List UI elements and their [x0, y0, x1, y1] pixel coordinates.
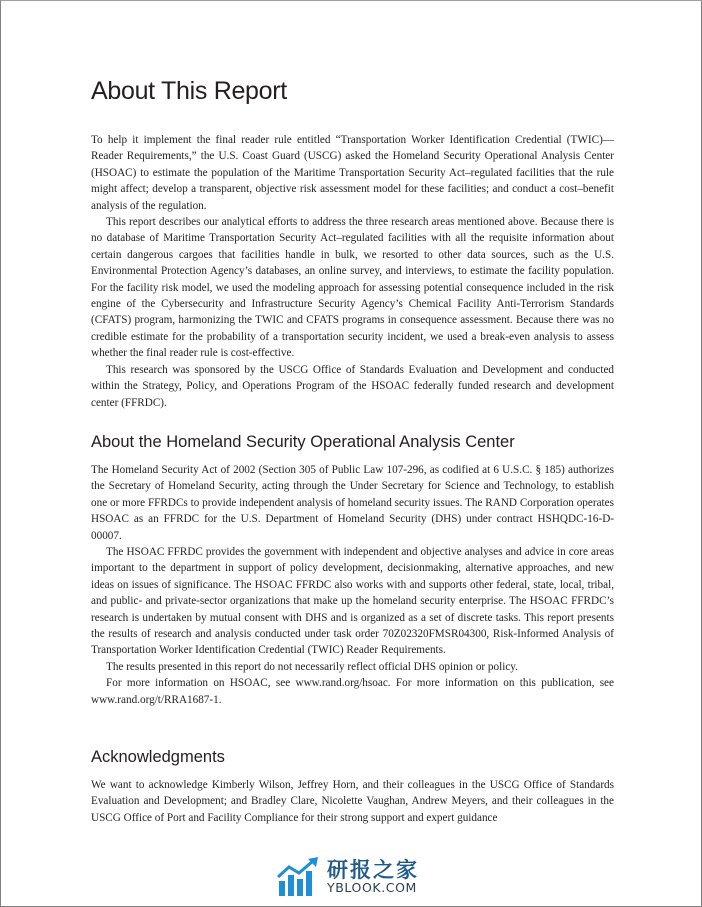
acknowledgments-paragraph-1: We want to acknowledge Kimberly Wilson, Jeffrey Horn, and their colleagues in the USCG Office of Standards Evaluation and Development; and Bradley Clare, Nicolette Vaughan, Andrew Meyers, and their colleagues in the USCG Office of Port and Facility Compliance for their strong support and expert guidance — [91, 779, 614, 824]
intro-paragraph-2: This report describes our analytical efforts to address the three research areas mentioned above. Because there is no database of Maritime Transportation Security Act–regulated facilities with all the requisite information about certain dangerous cargoes that facilities handle in bulk, we resorted to other data sources, such as the U.S. Environmental Protection Agency’s databases, an online survey, and interviews, to estimate the facility population. For the facility risk model, we used the modeling approach for assessing potential consequence included in the risk engine of the Cybersecurity and Infrastructure Security Agency’s Chemical Facility Anti-Terrorism Standards (CFATS) program, harmonizing the TWIC and CFATS programs in consequence assessment. Because there was no credible estimate for the probability of a transportation security incident, we used a break-even analysis to assess whether the final reader rule is cost-effective. — [91, 216, 614, 360]
hsoac-section — [91, 462, 614, 708]
intro-paragraph-3: This research was sponsored by the USCG Office of Standards Evaluation and Development and conducted within the Strategy, Policy, and Operations Program of the HSOAC federally funded research and development center (FFRDC). — [91, 363, 614, 409]
hsoac-heading: About the Homeland Security Operational Analysis Center — [91, 433, 515, 451]
hsoac-paragraph-4: For more information on HSOAC, see www.rand.org/hsoac. For more information on this publication, see www.rand.org/t/RRA1687-1. — [91, 677, 614, 706]
hsoac-paragraph-3: The results presented in this report do not necessarily reflect official DHS opinion or policy. — [106, 660, 518, 673]
hsoac-paragraph-2: The HSOAC FFRDC provides the government with independent and objective analyses and advice in core areas important to the department in support of policy development, decisionmaking, alternative approaches, and new ideas on issues of significance. The HSOAC FFRDC also works with and supports other federal, state, local, tribal, and public- and private-sector organizations that make up the homeland security enterprise. The HSOAC FFRDC’s research is undertaken by mutual consent with DHS and is organized as a set of discrete tasks. This report presents the results of research and analysis conducted under task order 70Z02320FMSR04300, Risk-Informed Analysis of Transportation Worker Identification Credential (TWIC) Reader Requirements. — [91, 546, 614, 657]
intro-paragraph-1: To help it implement the final reader rule entitled “Transportation Worker Identification Credential (TWIC)—Reader Requirements,” the U.S. Coast Guard (USCG) asked the Homeland Security Operational Analysis Center (HSOAC) to estimate the population of the Maritime Transportation Security Act–regulated facilities that the rule might affect; develop a transparent, objective risk assessment model for these facilities; and conduct a cost–benefit analysis of the regulation. — [91, 134, 614, 212]
hsoac-paragraph-1: The Homeland Security Act of 2002 (Section 305 of Public Law 107-296, as codified at 6 U.S.C. § 185) authorizes the Secretary of Homeland Security, acting through the Under Secretary for Science and Technology, to establish one or more FFRDCs to provide independent analysis of homeland security issues. The RAND Corporation operates HSOAC as an FFRDC for the U.S. Department of Homeland Security (DHS) under contract HSHQDC-16-D-00007. — [91, 464, 614, 542]
intro-section — [91, 132, 614, 411]
page-title: About This Report — [91, 77, 287, 105]
bar-chart-arrow-icon — [277, 857, 321, 897]
watermark-cn-text: 研报之家 — [327, 858, 419, 882]
acknowledgments-section — [91, 777, 614, 826]
acknowledgments-heading: Acknowledgments — [91, 748, 225, 766]
watermark-logo — [277, 857, 419, 897]
watermark-en-text: YBLOOK.COM — [327, 880, 417, 895]
